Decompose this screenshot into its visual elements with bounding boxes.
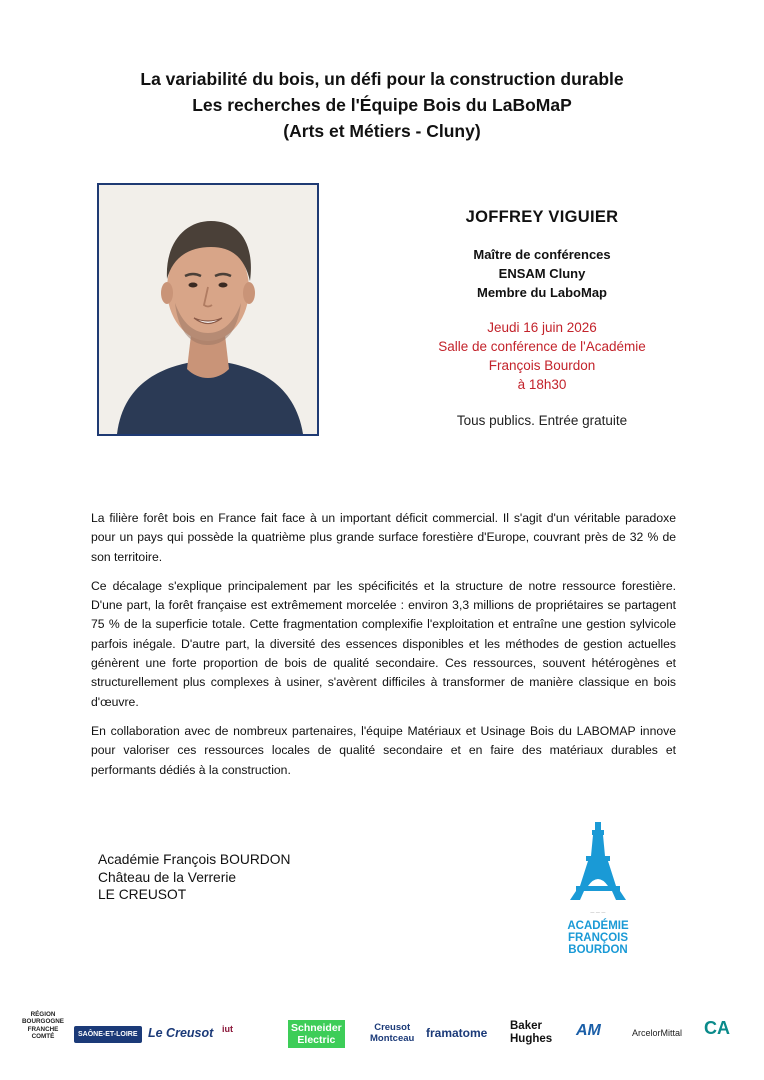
speaker-info <box>384 208 700 428</box>
logo-baker-hughes <box>510 1020 552 1046</box>
logo-iut <box>222 1024 233 1034</box>
title-line-1: La variabilité du bois, un défi pour la construction durable <box>140 69 624 89</box>
academy-logo-name <box>548 920 648 956</box>
speaker-role-1: Maître de conférences <box>473 247 611 262</box>
iut-label: iut <box>222 1024 233 1034</box>
academy-logo-small-text: — — — <box>590 909 606 914</box>
arcelor-label: ArcelorMittal <box>632 1028 683 1038</box>
poster-title <box>0 66 764 144</box>
speaker-name: JOFFREY VIGUIER <box>465 208 619 226</box>
am-label: AM <box>576 1022 601 1039</box>
logo-arcelormittal <box>632 1028 682 1038</box>
logo-credit-agricole <box>704 1018 730 1039</box>
baker-line-2: Hughes <box>510 1033 553 1045</box>
region-line-2: BOURGOGNE <box>22 1018 64 1026</box>
event-venue-1: Salle de conférence de l'Académie <box>438 339 646 354</box>
framatome-label: framatome <box>426 1026 488 1040</box>
academy-name-line-3: BOURDON <box>568 944 628 956</box>
speaker-portrait-image <box>99 185 317 434</box>
event-date: Jeudi 16 juin 2026 <box>487 320 597 335</box>
schneider-line-2: Electric <box>297 1034 336 1046</box>
address-line-1: Académie François BOURDON <box>98 852 291 867</box>
address-line-2: Château de la Verrerie <box>98 869 237 885</box>
event-venue-2: François Bourdon <box>488 358 596 373</box>
creusot-montceau-line-2: Montceau <box>370 1033 415 1044</box>
body-text <box>91 509 676 790</box>
access-note: Tous publics. Entrée gratuite <box>456 413 628 428</box>
event-time: à 18h30 <box>517 377 567 392</box>
body-paragraph-2: Ce décalage s'explique principalement par les spécificités et la structure de notre ressource forestière. D'une part, la forêt française est extrêmement morcelée : environ 3,3 millions de propriétaires se partagent 75 % de la superficie totale. Cette fragmentation complexifie l'exploitation et entraîne une gestion sylvicole parfois inégale. D'autre part, la diversité des essences disponibles et les méthodes de gestion actuelles génèrent une forte proportion de bois de qualité secondaire. Ces ressources, souvent hétérogènes et structurellement plus complexes à usiner, s'avèrent difficiles à transformer de manière classique en bois d'œuvre. <box>91 578 676 709</box>
region-line-3: FRANCHE <box>27 1025 59 1033</box>
speaker-photo <box>97 183 319 436</box>
saone-label: SAÔNE-ET-LOIRE <box>74 1026 142 1043</box>
logo-saone-et-loire <box>74 1026 142 1043</box>
academy-logo <box>548 822 648 956</box>
address-line-3: LE CREUSOT <box>98 887 187 902</box>
speaker-role-3: Membre du LaboMap <box>476 285 607 300</box>
logo-creusot-montceau <box>370 1022 414 1044</box>
region-line-1: RÉGION <box>30 1011 56 1018</box>
academy-name-line-1: ACADÉMIE <box>567 920 629 932</box>
speaker-role-2: ENSAM Cluny <box>498 266 586 281</box>
creusot-montceau-line-1: Creusot <box>374 1022 411 1033</box>
event-details <box>384 318 700 394</box>
title-line-3: (Arts et Métiers - Cluny) <box>283 121 481 141</box>
schneider-line-1: Schneider <box>291 1022 342 1034</box>
body-paragraph-3: En collaboration avec de nombreux partenaires, l'équipe Matériaux et Usinage Bois du LABOMAP innove pour valoriser ces ressources locales de qualité secondaire et en faire des matériaux durables et performants dédiés à la construction. <box>91 723 676 777</box>
title-line-2: Les recherches de l'Équipe Bois du LaBoMaP <box>192 95 572 115</box>
region-line-4: COMTÉ <box>31 1032 55 1040</box>
partner-logos-bar <box>20 1008 744 1054</box>
logo-le-creusot <box>148 1026 213 1040</box>
logo-region-bourgogne-franche-comte <box>20 1011 66 1040</box>
body-paragraph-1: La filière forêt bois en France fait face à un important déficit commercial. Il s'agit d'un véritable paradoxe pour un pays qui possède la quatrième plus grande surface forestière d'Europe, couvrant près de 32 % de son territoire. <box>91 511 676 564</box>
tower-icon <box>568 822 628 900</box>
logo-arts-et-metiers <box>576 1022 601 1040</box>
logo-framatome <box>426 1026 487 1040</box>
venue-address <box>98 851 290 904</box>
baker-line-1: Baker <box>510 1020 542 1032</box>
ca-label: CA <box>704 1018 730 1038</box>
creusot-label: Le Creusot <box>148 1026 214 1040</box>
logo-schneider-electric <box>288 1020 345 1048</box>
academy-name-line-2: FRANÇOIS <box>567 932 629 944</box>
